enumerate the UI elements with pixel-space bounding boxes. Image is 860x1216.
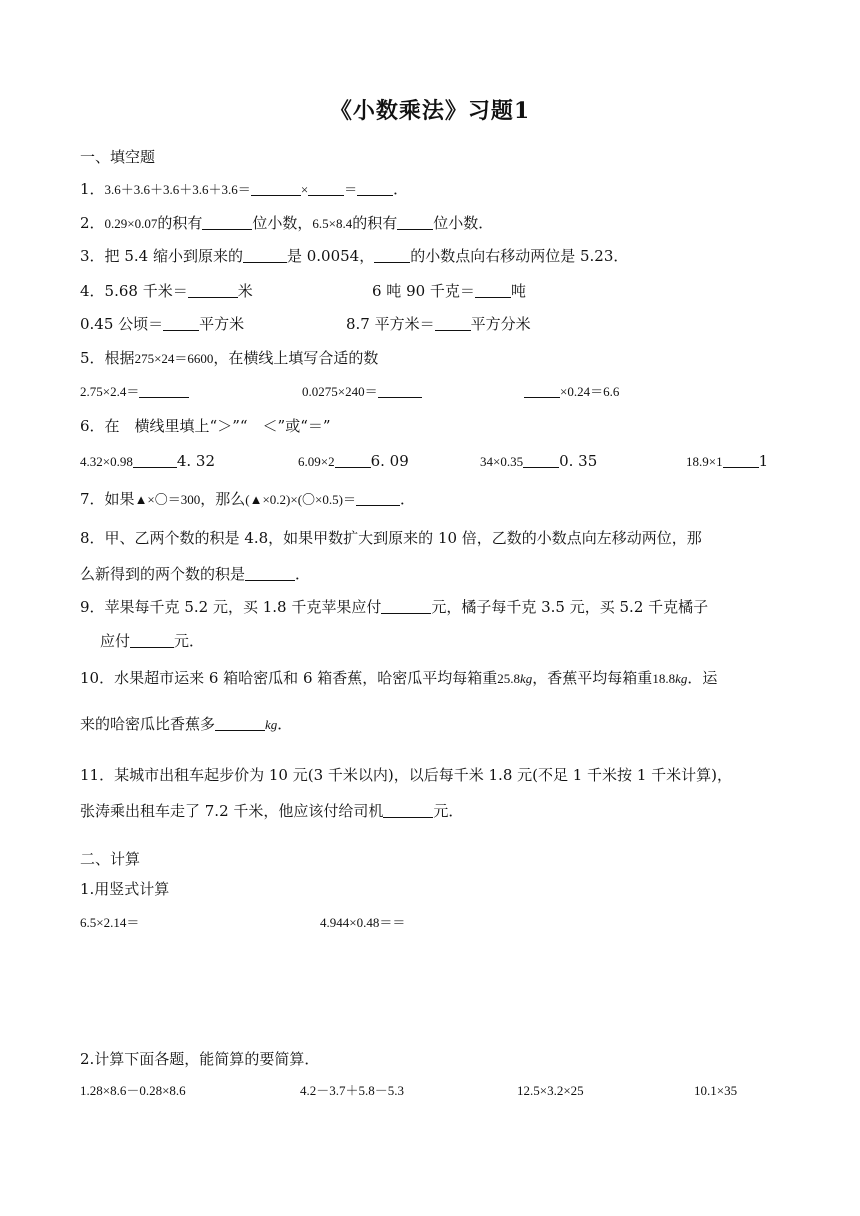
answer-blank[interactable] [381, 599, 431, 614]
question-6-compare-2: 6.09×2 6. 09 [298, 452, 409, 470]
answer-blank[interactable] [243, 248, 287, 263]
question-4-item-c: 0.45 公顷＝ 平方米 [80, 315, 245, 333]
q1-expression: 3.6＋3.6＋3.6＋3.6＋3.6＝ [104, 182, 251, 197]
answer-blank[interactable] [374, 248, 410, 263]
calc-expression-3: 12.5×3.2×25 [517, 1083, 584, 1098]
question-10-line-2: 来的哈密瓜比香蕉多 kg． [80, 715, 293, 733]
calc-expression-1: 1.28×8.6－0.28×8.6 [80, 1083, 186, 1098]
part-2-label: 2.计算下面各题，能简算的要简算． [80, 1050, 320, 1068]
question-8-line-2: 么新得到的两个数的积是 ． [80, 565, 311, 583]
answer-blank[interactable] [524, 383, 560, 398]
answer-blank[interactable] [163, 316, 199, 331]
question-6-compare-3: 34×0.35 0. 35 [480, 452, 598, 470]
answer-blank[interactable] [723, 453, 759, 468]
question-4-item-b: 6 吨 90 千克＝ 吨 [372, 282, 526, 300]
question-9-line-2: 应付 元． [100, 632, 205, 650]
answer-blank[interactable] [383, 803, 433, 818]
part-1-label: 1.用竖式计算 [80, 880, 170, 898]
question-5-expression-2: 0.0275×240＝ [302, 382, 422, 402]
question-8-line-1: 8．甲、乙两个数的积是 4.8，如果甲数扩大到原来的 10 倍，乙数的小数点向左移动两位，那 [80, 529, 702, 547]
question-5: 5．根据275×24＝6600，在横线上填写合适的数 [80, 349, 379, 367]
answer-blank[interactable] [308, 181, 344, 196]
answer-blank[interactable] [215, 716, 265, 731]
question-11-line-2: 张涛乘出租车走了 7.2 千米，他应该付给司机 元． [80, 802, 464, 820]
answer-blank[interactable] [133, 453, 177, 468]
answer-blank[interactable] [335, 453, 371, 468]
question-4-row-1: 4．5.68 千米＝ 米 [80, 282, 253, 300]
question-3: 3．把 5.4 缩小到原来的 是 0.0054， 的小数点向右移动两位是 5.23． [80, 247, 629, 265]
question-2: 2．0.29×0.07的积有 位小数，6.5×8.4的积有 位小数． [80, 214, 494, 232]
answer-blank[interactable] [139, 383, 189, 398]
question-1: 1．3.6＋3.6＋3.6＋3.6＋3.6＝ × ＝ ． [80, 180, 409, 198]
answer-blank[interactable] [435, 316, 471, 331]
vertical-calc-1: 6.5×2.14＝ [80, 915, 140, 930]
question-11-line-1: 11．某城市出租车起步价为 10 元(3 千米以内)，以后每千米 1.8 元(不足 1 千米按 1 千米计算)， [80, 766, 732, 784]
question-5-expression-3: ×0.24＝6.6 [524, 382, 619, 402]
answer-blank[interactable] [475, 283, 511, 298]
question-4-item-d: 8.7 平方米＝ 平方分米 [346, 315, 531, 333]
answer-blank[interactable] [251, 181, 301, 196]
answer-blank[interactable] [245, 566, 295, 581]
vertical-calc-2: 4.944×0.48＝＝ [320, 915, 406, 930]
section-heading-calculation: 二、计算 [80, 850, 141, 868]
question-6-compare-4: 18.9×1 1 [686, 452, 769, 470]
question-9-line-1: 9．苹果每千克 5.2 元，买 1.8 千克苹果应付 元，橘子每千克 3.5 元，买 5.2 千克橘子 [80, 598, 709, 616]
answer-blank[interactable] [357, 181, 393, 196]
calc-expression-2: 4.2－3.7＋5.8－5.3 [300, 1083, 405, 1098]
answer-blank[interactable] [523, 453, 559, 468]
calc-expression-4: 10.1×35 [694, 1083, 738, 1098]
section-heading-fill-blanks: 一、填空题 [80, 148, 156, 166]
triangle-circle-expression: ▲×〇＝300 [134, 492, 201, 507]
answer-blank[interactable] [397, 215, 433, 230]
answer-blank[interactable] [188, 283, 238, 298]
question-6: 6．在 横线里填上“＞”“ ＜”或“＝” [80, 417, 331, 435]
answer-blank[interactable] [130, 633, 174, 648]
answer-blank[interactable] [202, 215, 252, 230]
question-7: 7．如果▲×〇＝300，那么(▲×0.2)×(〇×0.5)＝ ． [80, 490, 415, 508]
answer-blank[interactable] [378, 383, 422, 398]
question-5-expression-1: 2.75×2.4＝ [80, 382, 189, 402]
answer-blank[interactable] [356, 491, 400, 506]
page-title: 《小数乘法》习题1 [329, 98, 531, 124]
question-10-line-1: 10．水果超市运来 6 箱哈密瓜和 6 箱香蕉，哈密瓜平均每箱重25.8kg，香蕉平均每箱重18.8kg．运 [80, 669, 718, 687]
question-6-compare-1: 4.32×0.98 4. 32 [80, 452, 216, 470]
